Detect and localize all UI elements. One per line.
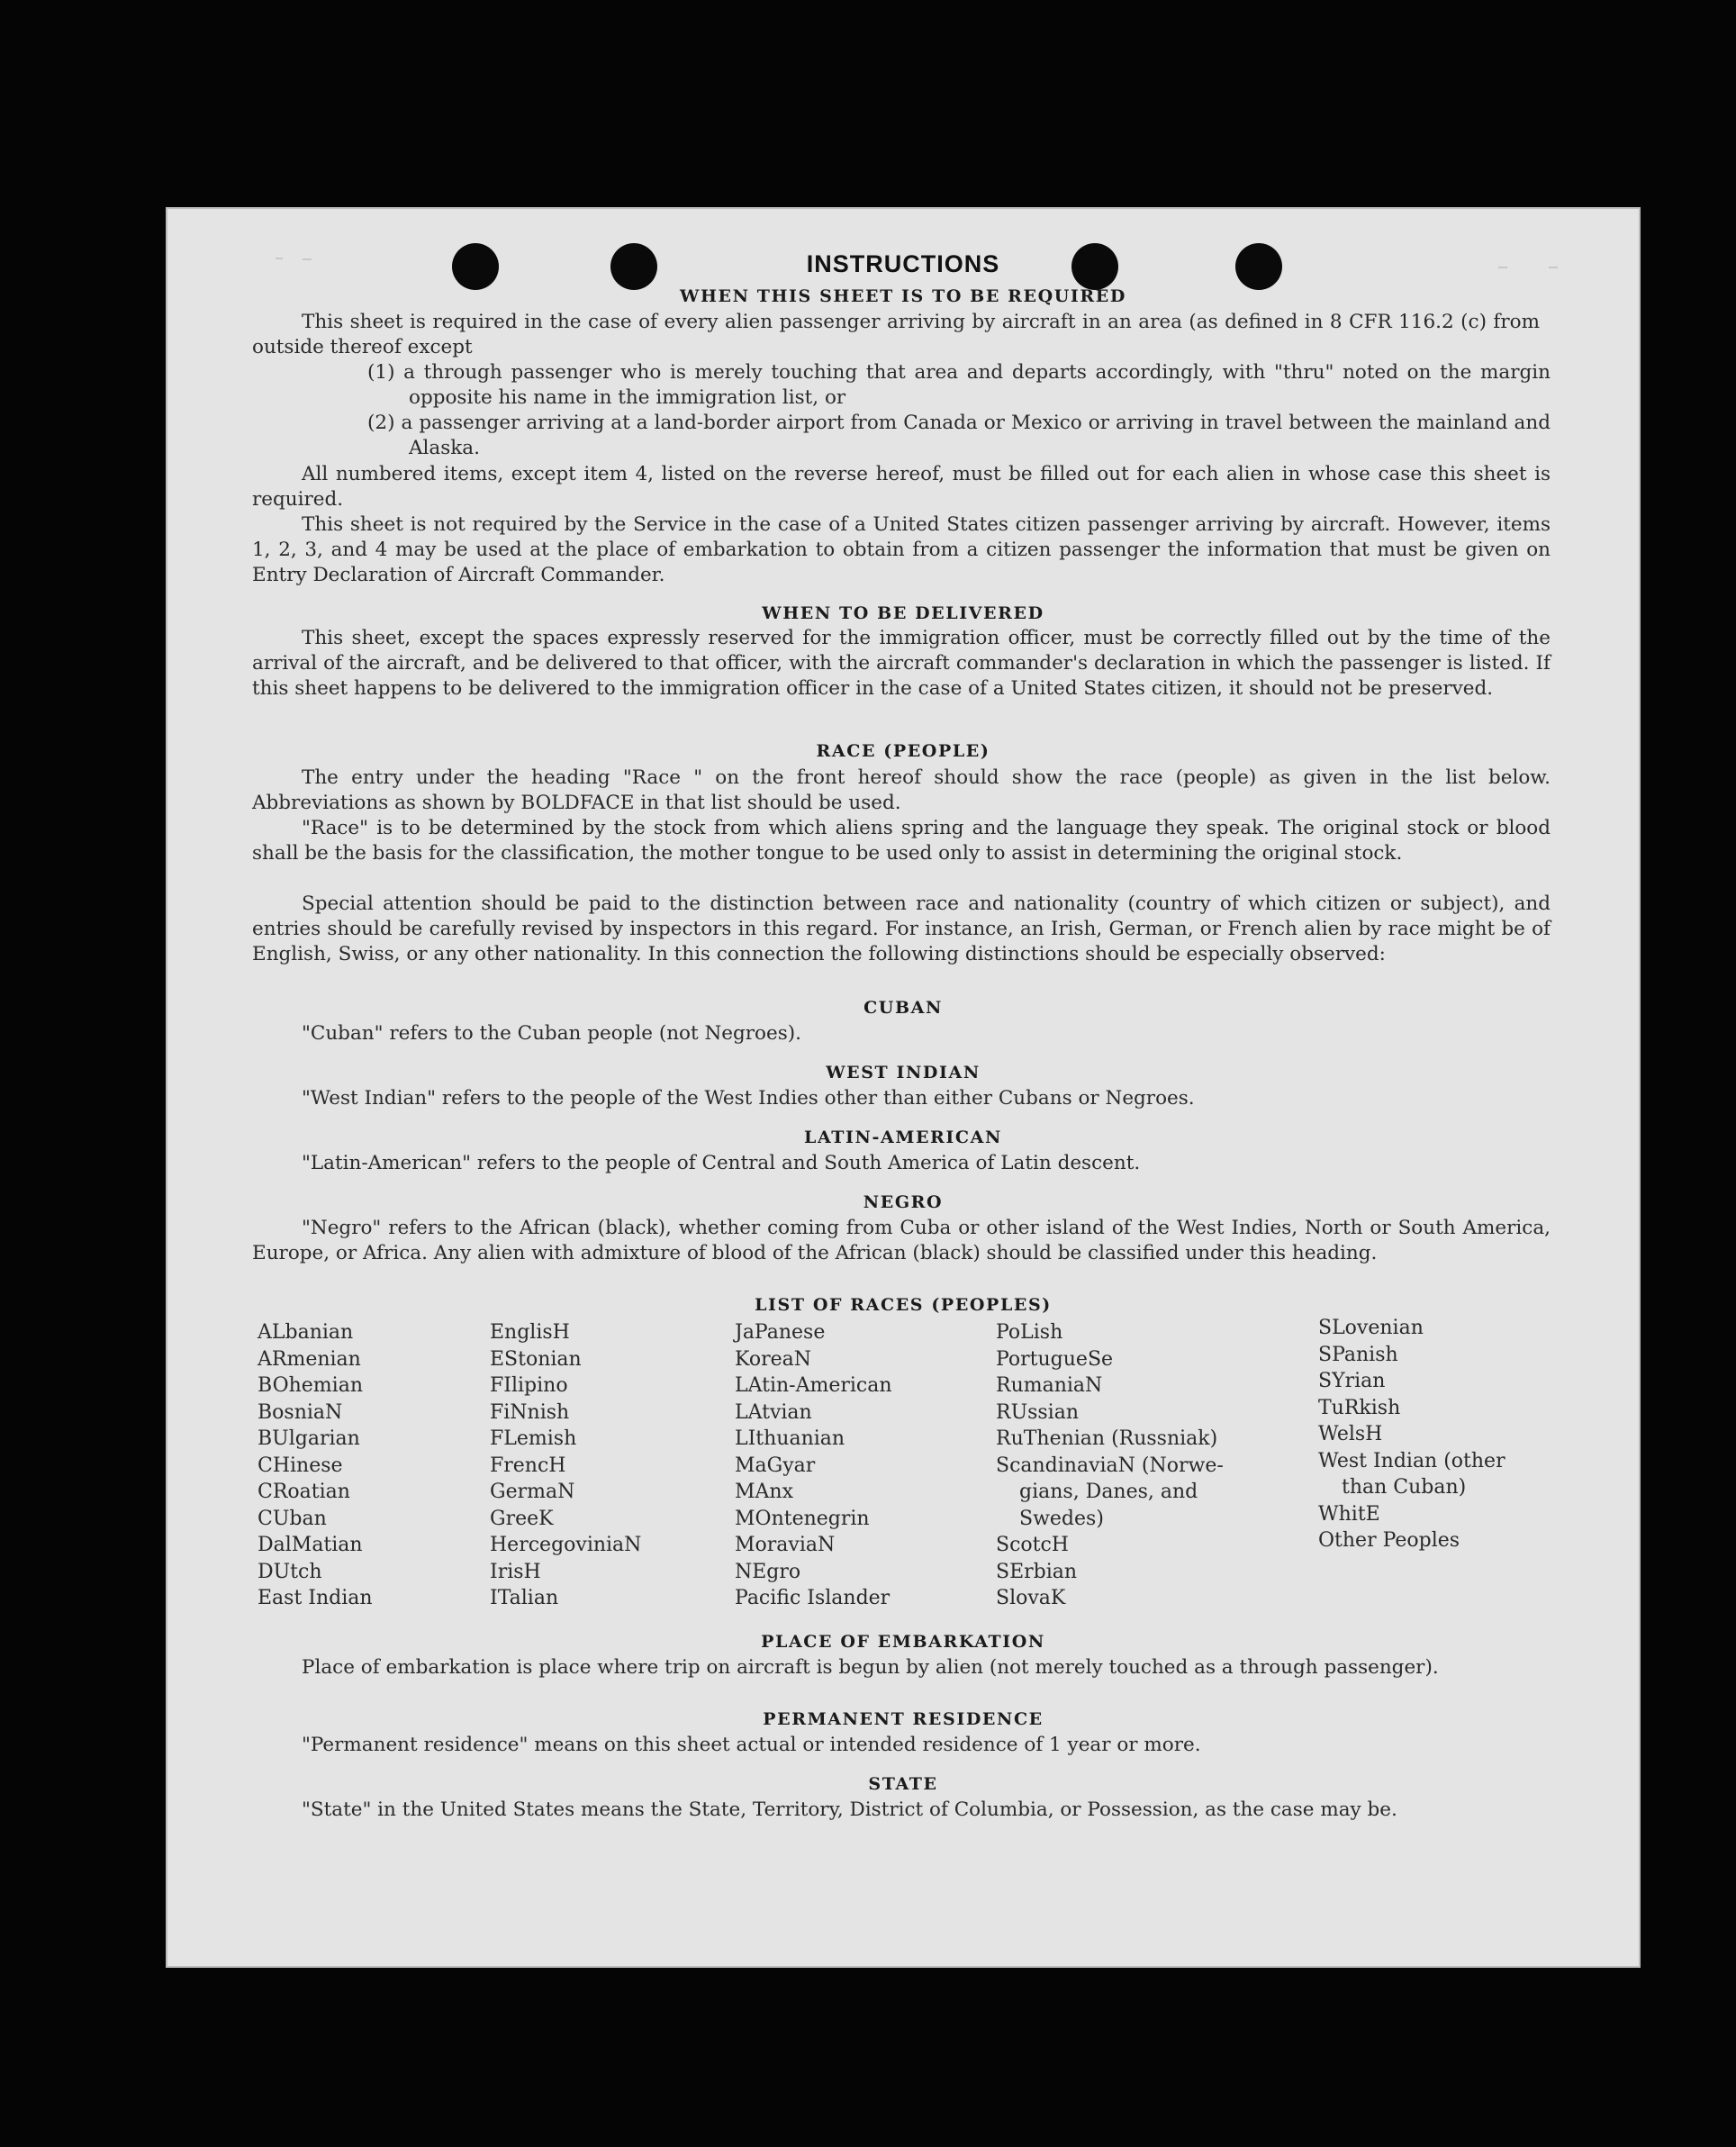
list-item: EnglisH [490, 1321, 570, 1344]
race-paragraph-1: The entry under the heading "Race " on the front hereof should show the race (people) as given in the list below. Abbreviations as shown by BOLDFACE in that list should be used. [252, 766, 1551, 814]
page-title: INSTRUCTIONS [806, 250, 1000, 277]
list-item: NEgro [735, 1560, 801, 1583]
list-item: CHinese [258, 1454, 343, 1477]
section-heading-cuban: CUBAN [863, 998, 943, 1018]
race-list-column-2 [490, 1319, 641, 1612]
list-item: gians, Danes, and [1019, 1481, 1198, 1503]
list-item: LAtvian [735, 1400, 812, 1424]
delivered-text: This sheet, except the spaces expressly reserved for the immigration officer, must be correctly filled out by the time of the arrival of the aircraft, and be delivered to that officer, with the aircraft commander's declaration in which the passenger is listed. If this sheet happens to be delivered to the immigration officer in the case of a United States citizen, it should not be preserved. [252, 627, 1551, 700]
list-item: Swedes) [1019, 1507, 1104, 1530]
list-item: MoraviaN [735, 1534, 836, 1556]
list-item: MOntenegrin [735, 1507, 870, 1530]
residence-text: "Permanent residence" means on this sheet actual or intended residence of 1 year or more. [302, 1734, 1201, 1756]
section-heading-residence: PERMANENT RESIDENCE [763, 1709, 1044, 1729]
list-item: HercegoviniaN [490, 1534, 642, 1556]
list-item: GermaN [490, 1481, 575, 1503]
list-item: West Indian (other [1318, 1449, 1505, 1472]
section-heading-embarkation: PLACE OF EMBARKATION [761, 1632, 1045, 1652]
list-item: BOhemian [258, 1374, 363, 1397]
list-item: LIthuanian [735, 1427, 845, 1450]
list-item: SlovaK [996, 1587, 1066, 1609]
list-item: RUssian [996, 1400, 1080, 1424]
section-heading-race: RACE (PEOPLE) [816, 741, 990, 761]
list-item: GreeK [490, 1507, 554, 1530]
list-item: Pacific Islander [735, 1587, 891, 1609]
required-paragraph-3: This sheet is not required by the Service in the case of a United States citizen passenger arriving by aircraft. However, items 1, 2, 3, and 4 may be used at the place of embarkation to obtain from a citizen passenger the information that must be given on Entry Declaration of Aircraft Commander. [252, 513, 1551, 586]
list-item: MaGyar [735, 1454, 816, 1477]
list-item: WelsH [1318, 1423, 1383, 1445]
list-item: DUtch [258, 1560, 322, 1583]
required-paragraph-2: All numbered items, except item 4, listed on the reverse hereof, must be filled out for each alien in whose case this sheet is required. [252, 463, 1551, 511]
list-item: MAnx [735, 1481, 793, 1503]
list-item: than Cuban) [1342, 1476, 1467, 1499]
west-indian-text: "West Indian" refers to the people of the West Indies other than either Cubans or Negroes. [302, 1087, 1195, 1110]
section-heading-latin-american: LATIN-AMERICAN [804, 1128, 1002, 1147]
list-item: FIlipino [490, 1374, 568, 1397]
list-item: CRoatian [258, 1481, 350, 1503]
list-item: ARmenian [258, 1347, 361, 1371]
race-list-column-4 [996, 1319, 1224, 1612]
list-item: ITalian [490, 1587, 559, 1609]
list-item: EStonian [490, 1347, 582, 1371]
list-item: TuRkish [1318, 1396, 1401, 1419]
latin-american-text: "Latin-American" refers to the people of Central and South America of Latin descent. [302, 1152, 1141, 1174]
list-item: SErbian [996, 1560, 1078, 1583]
exception-item-1: (1) a through passenger who is merely touching that area and departs accordingly, with "thru" noted on the margin opposite his name in the immigration list, or [367, 361, 1551, 409]
list-item: PoLish [996, 1321, 1063, 1344]
section-heading-west-indian: WEST INDIAN [826, 1063, 981, 1083]
instruction-sheet [166, 207, 1641, 1968]
race-list-column-3 [735, 1319, 892, 1612]
list-item: ScandinaviaN (Norwe- [996, 1454, 1224, 1477]
list-item: ScotcH [996, 1534, 1069, 1556]
list-item: BosniaN [258, 1400, 343, 1424]
race-list-column-5 [1318, 1315, 1505, 1554]
section-heading-required: WHEN THIS SHEET IS TO BE REQUIRED [680, 286, 1126, 306]
list-item: KoreaN [735, 1347, 811, 1371]
cuban-text: "Cuban" refers to the Cuban people (not Negroes). [302, 1022, 801, 1045]
negro-text: "Negro" refers to the African (black), whether coming from Cuba or other island of the West Indies, North or South America, Europe, or Africa. Any alien with admixture of blood of the African (black) should be classified under this heading. [252, 1217, 1551, 1264]
required-intro: This sheet is required in the case of every alien passenger arriving by aircraft in an area (as defined in 8 CFR 116.2 (c) from outside thereof except [252, 311, 1540, 358]
list-item: CUban [258, 1507, 327, 1530]
list-item: BUlgarian [258, 1427, 360, 1450]
section-heading-negro: NEGRO [863, 1192, 944, 1212]
list-item: WhitE [1318, 1502, 1380, 1526]
list-item: Other Peoples [1318, 1529, 1460, 1552]
list-item: ALbanian [258, 1321, 354, 1344]
list-item: IrisH [490, 1560, 541, 1583]
state-text: "State" in the United States means the State, Territory, District of Columbia, or Possession, as the case may be. [302, 1798, 1397, 1821]
list-item: DalMatian [258, 1534, 363, 1556]
list-item: FLemish [490, 1427, 577, 1450]
section-heading-delivered: WHEN TO BE DELIVERED [762, 603, 1044, 623]
race-paragraph-3: Special attention should be paid to the distinction between race and nationality (country of which citizen or subject), and entries should be carefully revised by inspectors in this regard. For instance, an Irish, German, or French alien by race might be of English, Swiss, or any other nationality. In this connection the following distinctions should be especially observed: [252, 892, 1551, 965]
list-item: RumaniaN [996, 1374, 1103, 1397]
exception-item-2: (2) a passenger arriving at a land-border airport from Canada or Mexico or arriving in travel between the mainland and Alaska. [367, 412, 1551, 459]
race-paragraph-2: "Race" is to be determined by the stock from which aliens spring and the language they speak. The original stock or blood shall be the basis for the classification, the mother tongue to be used only to assist in determining the original stock. [252, 817, 1551, 865]
list-item: RuThenian (Russniak) [996, 1427, 1218, 1450]
section-heading-state: STATE [868, 1774, 938, 1794]
list-item: JaPanese [735, 1321, 826, 1344]
list-item: FiNnish [490, 1400, 570, 1424]
race-list-column-1 [258, 1319, 373, 1612]
list-item: SLovenian [1318, 1317, 1424, 1339]
list-item: PortugueSe [996, 1347, 1114, 1371]
section-heading-list-of-races: LIST OF RACES (PEOPLES) [755, 1295, 1052, 1315]
list-item: SPanish [1318, 1343, 1398, 1366]
list-item: LAtin-American [735, 1374, 892, 1397]
embarkation-text: Place of embarkation is place where trip on aircraft is begun by alien (not merely touched as a through passenger). [302, 1656, 1439, 1679]
list-item: East Indian [258, 1587, 373, 1609]
list-item: FrencH [490, 1454, 566, 1477]
list-item: SYrian [1318, 1370, 1386, 1392]
